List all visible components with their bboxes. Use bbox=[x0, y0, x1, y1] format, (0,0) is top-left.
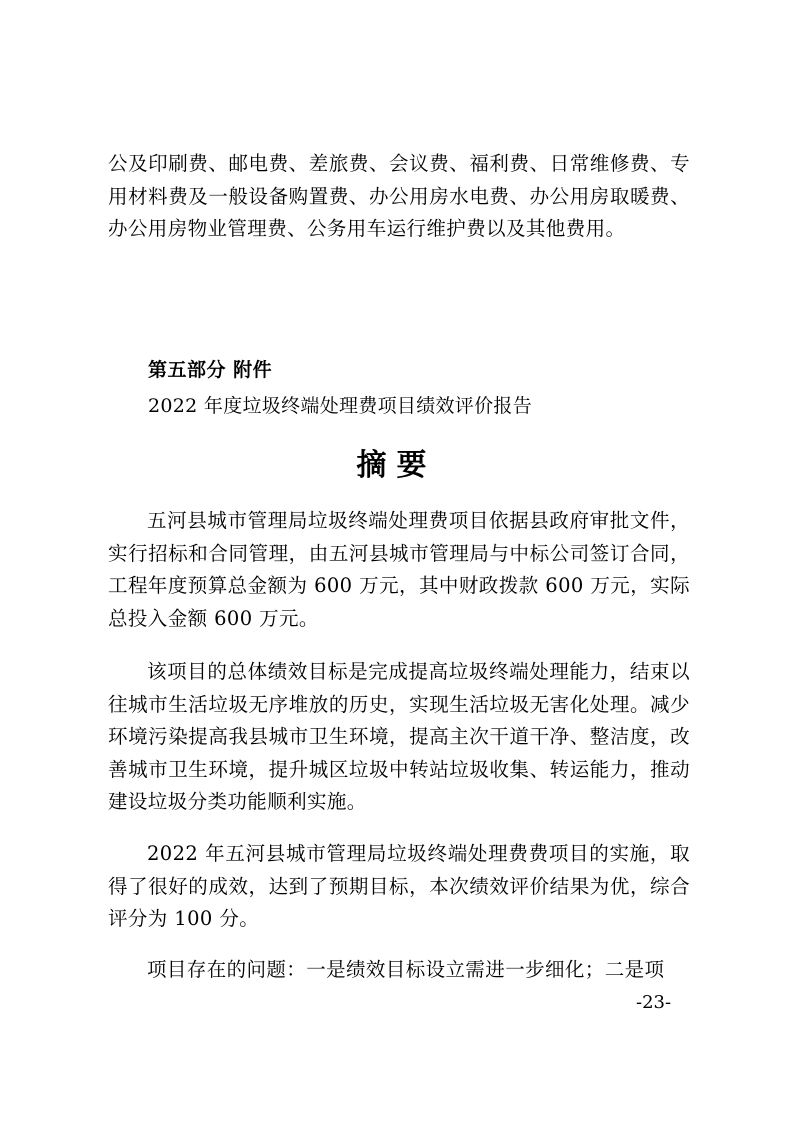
carryover-paragraph: 公及印刷费、邮电费、差旅费、会议费、福利费、日常维修费、专用材料费及一般设备购置费、办公用房水电费、办公用房取暖费、办公用房物业管理费、公务用车运行维护费以及其他费用。 bbox=[108, 152, 690, 240]
abstract-title: 摘要 bbox=[356, 448, 437, 483]
body-paragraph: 五河县城市管理局垃圾终端处理费项目依据县政府审批文件，实行招标和合同管理，由五河县城市管理局与中标公司签订合同，工程年度预算总金额为 600 万元，其中财政拨款 600 万元，实际总投入金额 600 万元。 bbox=[108, 509, 690, 630]
attachment-title: 2022 年度垃圾终端处理费项目绩效评价报告 bbox=[148, 395, 532, 417]
page-number: -23- bbox=[636, 992, 672, 1013]
section-heading: 第五部分 附件 bbox=[148, 359, 273, 381]
body-paragraph: 2022 年五河县城市管理局垃圾终端处理费费项目的实施，取得了很好的成效，达到了预期目标，本次绩效评价结果为优，综合评分为 100 分。 bbox=[108, 842, 690, 930]
body-paragraph: 项目存在的问题：一是绩效目标设立需进一步细化；二是项 bbox=[147, 958, 665, 981]
body-paragraph: 该项目的总体绩效目标是完成提高垃圾终端处理能力，结束以往城市生活垃圾无序堆放的历史，实现生活垃圾无害化处理。减少环境污染提高我县城市卫生环境，提高主次干道干净、整洁度，改善城市卫生环境，提升城区垃圾中转站垃圾收集、转运能力，推动建设垃圾分类功能顺利实施。 bbox=[108, 660, 690, 813]
